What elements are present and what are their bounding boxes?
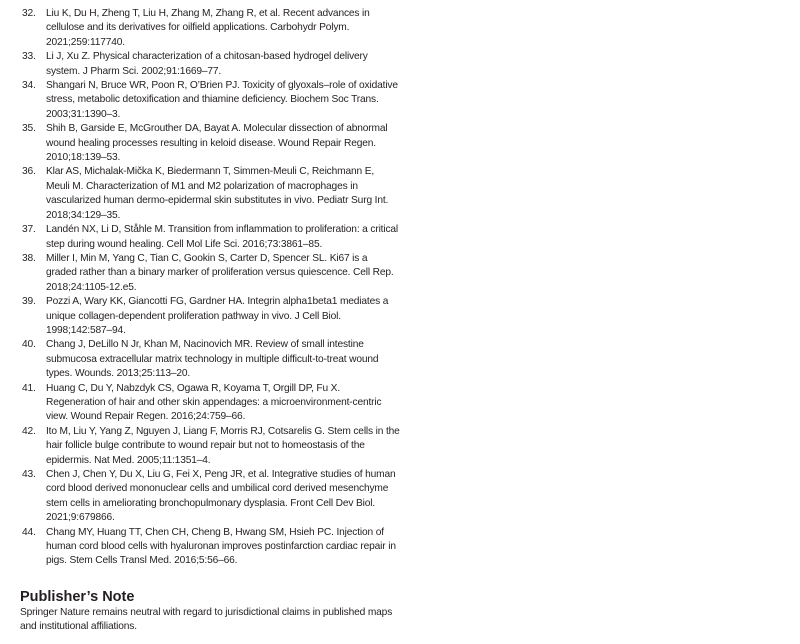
publishers-note-text: Springer Nature remains neutral with regard to jurisdictional claims in published maps and institutional affiliations. bbox=[20, 607, 393, 633]
reference-number: 35. bbox=[22, 123, 36, 135]
reference-number: 33. bbox=[22, 51, 36, 63]
reference-number: 39. bbox=[22, 296, 36, 308]
reference-text: Chen J, Chen Y, Du X, Liu G, Fei X, Peng JR, et al. Integrative studies of human cord blood derived mononuclear cells and umbilical cord derived mesenchyme stem cells in ameliorating bronchopulmonary dysplasia. Front Cell Dev Biol. 2021;9:679866. bbox=[46, 469, 396, 524]
reference-text: Ito M, Liu Y, Yang Z, Nguyen J, Liang F, Morris RJ, Cotsarelis G. Stem cells in the hair follicle bulge contribute to wound repair but not to homeostasis of the epidermis. Nat Med. 2005;11:1351–4. bbox=[46, 425, 400, 466]
reference-text: Chang J, DeLillo N Jr, Khan M, Nacinovich MR. Review of small intestine submucosa extracellular matrix technology in multiple difficult-to-treat wound types. Wounds. 2013;25:113–20. bbox=[46, 339, 379, 380]
reference-text: Landén NX, Li D, Ståhle M. Transition from inflammation to proliferation: a critical step during wound healing. Cell Mol Life Sci. 2016;73:3861–85. bbox=[46, 224, 399, 250]
reference-item bbox=[20, 50, 400, 79]
reference-text: Pozzi A, Wary KK, Giancotti FG, Gardner HA. Integrin alpha1beta1 mediates a unique collagen-dependent proliferation pathway in vivo. J Cell Biol. 1998;142:587–94. bbox=[46, 296, 389, 336]
reference-number: 32. bbox=[22, 8, 36, 19]
reference-item bbox=[20, 382, 400, 425]
reference-text: Shangari N, Bruce WR, Poon R, O’Brien PJ. Toxicity of glyoxals–role of oxidative stress, metabolic detoxification and thiamine deficiency. Biochem Soc Trans. 2003;31:1390–3. bbox=[46, 80, 398, 120]
reference-list bbox=[20, 7, 400, 569]
reference-number: 36. bbox=[22, 166, 36, 178]
reference-item bbox=[20, 295, 400, 338]
publishers-note bbox=[20, 588, 400, 635]
reference-text: Klar AS, Michalak-Mička K, Biedermann T, Simmen-Meuli C, Reichmann E, Meuli M. Characterization of M1 and M2 polarization of macrophages in vascularized human dermo-epidermal skin substitutes in vivo. Pediatr Surg Int. 2018;34:129–35. bbox=[46, 166, 389, 221]
reference-text: Li J, Xu Z. Physical characterization of a chitosan-based hydrogel delivery system. J Pharm Sci. 2002;91:1669–77. bbox=[46, 51, 368, 77]
reference-number: 42. bbox=[22, 425, 36, 437]
reference-item bbox=[20, 468, 400, 526]
reference-text: Chang MY, Huang TT, Chen CH, Cheng B, Hwang SM, Hsieh PC. Injection of human cord blood cells with hyaluronan improves postinfarction cardiac repair in pigs. Stem Cells Transl Med. 2016;5:56–66. bbox=[46, 526, 396, 567]
reference-item bbox=[20, 122, 400, 165]
reference-number: 38. bbox=[22, 252, 36, 264]
reference-item bbox=[20, 526, 400, 569]
reference-item bbox=[20, 165, 400, 223]
reference-text: Miller I, Min M, Yang C, Tian C, Gookin S, Carter D, Spencer SL. Ki67 is a graded rather than a binary marker of proliferation versus quiescence. Cell Rep. 2018;24:1105-12.e5. bbox=[46, 252, 394, 293]
reference-item bbox=[20, 338, 400, 381]
reference-number: 44. bbox=[22, 526, 36, 538]
reference-number: 41. bbox=[22, 382, 36, 394]
reference-item bbox=[20, 425, 400, 468]
publishers-note-heading: Publisher’s Note bbox=[20, 589, 135, 605]
reference-number: 37. bbox=[22, 224, 36, 236]
reference-number: 43. bbox=[22, 469, 36, 480]
reference-text: Huang C, Du Y, Nabzdyk CS, Ogawa R, Koyama T, Orgill DP, Fu X. Regeneration of hair and other skin appendages: a microenvironment-centric view. Wound Repair Regen. 2016;24:759–66. bbox=[46, 382, 382, 423]
reference-text: Shih B, Garside E, McGrouther DA, Bayat A. Molecular dissection of abnormal wound healing processes resulting in keloid disease. Wound Repair Regen. 2010;18:139–53. bbox=[46, 123, 388, 164]
reference-text: Liu K, Du H, Zheng T, Liu H, Zhang M, Zhang R, et al. Recent advances in cellulose and its derivatives for oilfield applications. Carbohydr Polym. 2021;259:117740. bbox=[46, 8, 370, 48]
reference-item bbox=[20, 7, 400, 50]
reference-item bbox=[20, 252, 400, 295]
reference-number: 34. bbox=[22, 80, 36, 92]
reference-item bbox=[20, 223, 400, 252]
reference-number: 40. bbox=[22, 339, 36, 351]
reference-item bbox=[20, 79, 400, 122]
